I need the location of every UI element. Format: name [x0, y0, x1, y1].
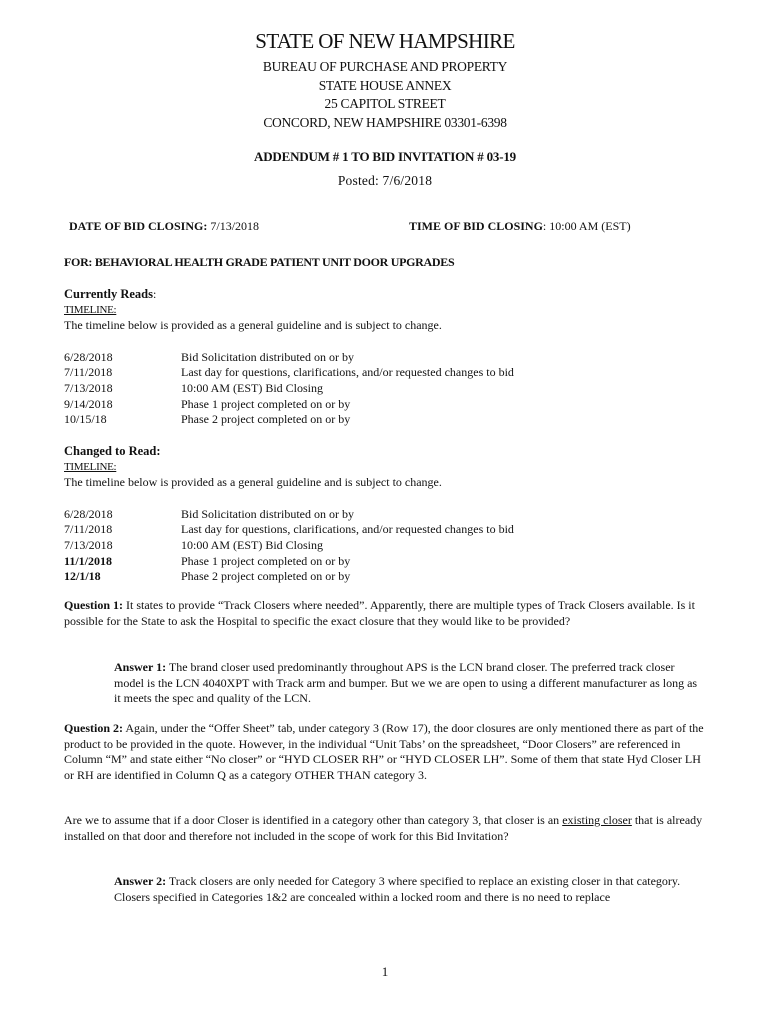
answer-2-label: Answer 2: — [114, 874, 167, 888]
answer-1-label: Answer 1: — [114, 660, 167, 674]
timeline-desc: Phase 1 project completed on or by — [181, 553, 351, 568]
timeline-table — [64, 350, 704, 428]
timeline-row — [64, 522, 704, 538]
timeline-row — [64, 381, 704, 397]
timeline-date: 7/13/2018 — [64, 537, 113, 552]
bid-closing-time-value: : 10:00 AM (EST) — [542, 219, 631, 233]
timeline-table — [64, 507, 704, 585]
question-2-followup-pre: Are we to assume that if a door Closer is identified in a category other than category 3, that closer is an — [64, 813, 563, 827]
timeline-date: 7/11/2018 — [64, 522, 113, 537]
currently-reads-colon: : — [153, 287, 157, 301]
question-1-text: It states to provide “Track Closers where needed”. Apparently, there are multiple types of Track Closers available. Is it possible for the State to ask the Hospital to specific the exact closure that they would like to be provided? — [64, 598, 695, 628]
timeline-date: 11/1/2018 — [64, 553, 113, 568]
timeline-desc: Phase 2 project completed on or by — [181, 569, 351, 584]
timeline-desc: Phase 2 project completed on or by — [181, 412, 351, 427]
timeline-row — [64, 350, 704, 366]
timeline-date: 7/13/2018 — [64, 380, 113, 395]
bid-closing-time-label: TIME OF BID CLOSING — [409, 219, 543, 233]
timeline-desc: 10:00 AM (EST) Bid Closing — [181, 380, 324, 395]
timeline-intro: The timeline below is provided as a general guideline and is subject to change. — [64, 475, 442, 490]
page-number: 1 — [381, 964, 389, 979]
answer-1-text: The brand closer used predominantly throughout APS is the LCN brand closer. The preferred track closer model is the LCN 4040XPT with Track arm and bumper. But we we are open to using a different manufacturer as long as it meets the spec and quality of the LCN. — [114, 660, 698, 706]
timeline-row — [64, 569, 704, 585]
currently-reads-heading: Currently Reads — [64, 287, 154, 301]
question-2-followup-post: that is already installed on that door and therefore not included in the scope of work for this Bid Invitation? — [64, 813, 703, 843]
timeline-date: 7/11/2018 — [64, 365, 113, 380]
timeline-desc: Last day for questions, clarifications, and/or requested changes to bid — [181, 365, 514, 380]
question-2 — [64, 721, 704, 783]
bid-closing-date-label: DATE OF BID CLOSING: — [69, 219, 208, 233]
timeline-date: 6/28/2018 — [64, 349, 113, 364]
question-2-followup-underlined: existing closer — [562, 813, 632, 827]
timeline-desc: Bid Solicitation distributed on or by — [181, 506, 354, 521]
letterhead-line: STATE HOUSE ANNEX — [318, 77, 452, 93]
timeline-row — [64, 365, 704, 381]
letterhead-line: CONCORD, NEW HAMPSHIRE 03301-6398 — [263, 114, 507, 130]
bid-closing-date-value: 7/13/2018 — [207, 219, 260, 233]
timeline-date: 12/1/18 — [64, 569, 101, 584]
timeline-date: 9/14/2018 — [64, 396, 113, 411]
answer-2 — [64, 874, 704, 905]
timeline-row — [64, 397, 704, 413]
timeline-desc: Last day for questions, clarifications, and/or requested changes to bid — [181, 522, 514, 537]
timeline-label: TIMELINE: — [64, 303, 117, 316]
bid-closing-info — [64, 219, 704, 237]
changed-to-read-heading: Changed to Read: — [64, 444, 161, 458]
timeline-row — [64, 554, 704, 570]
question-2-followup — [64, 813, 704, 844]
letterhead — [0, 29, 770, 132]
timeline-desc: Phase 1 project completed on or by — [181, 396, 351, 411]
letterhead-line: BUREAU OF PURCHASE AND PROPERTY — [262, 59, 508, 74]
document-title: STATE OF NEW HAMPSHIRE — [255, 29, 515, 53]
timeline-row — [64, 412, 704, 428]
question-2-label: Question 2: — [64, 721, 124, 735]
answer-2-text: Track closers are only needed for Category 3 where specified to replace an existing closer in that category. Closers specified in Categories 1&2 are concealed within a locked room and there is no need to replace — [114, 874, 681, 904]
question-2-text: Again, under the “Offer Sheet” tab, under category 3 (Row 17), the door closures are only mentioned there as part of the product to be provided in the quote. However, in the individual “Unit Tabs’ on the spreadsheet, “Door Closers” are referenced in Column “M” and state either “No closer” or “HYD CLOSER RH” or “HYD CLOSER LH”. Some of them that state Hyd Closer LH or RH are identified in Column Q as a category OTHER THAN category 3. — [64, 721, 704, 782]
timeline-label: TIMELINE: — [64, 460, 117, 473]
changed-to-read-section — [64, 444, 704, 585]
project-title: FOR: BEHAVIORAL HEALTH GRADE PATIENT UNIT DOOR UPGRADES — [64, 255, 455, 269]
timeline-row — [64, 507, 704, 523]
timeline-date: 10/15/18 — [64, 412, 107, 427]
currently-reads-section — [64, 287, 704, 428]
timeline-desc: Bid Solicitation distributed on or by — [181, 349, 354, 364]
answer-1 — [64, 660, 704, 707]
question-1 — [64, 598, 704, 629]
timeline-row — [64, 538, 704, 554]
posted-date: Posted: 7/6/2018 — [337, 173, 433, 188]
bid-closing-time — [409, 219, 631, 235]
addendum-heading: ADDENDUM # 1 TO BID INVITATION # 03-19 — [254, 149, 516, 164]
timeline-intro: The timeline below is provided as a general guideline and is subject to change. — [64, 318, 442, 333]
timeline-date: 6/28/2018 — [64, 506, 113, 521]
question-1-label: Question 1: — [64, 598, 124, 612]
bid-closing-date — [69, 219, 259, 235]
timeline-desc: 10:00 AM (EST) Bid Closing — [181, 537, 324, 552]
letterhead-line: 25 CAPITOL STREET — [324, 96, 446, 111]
